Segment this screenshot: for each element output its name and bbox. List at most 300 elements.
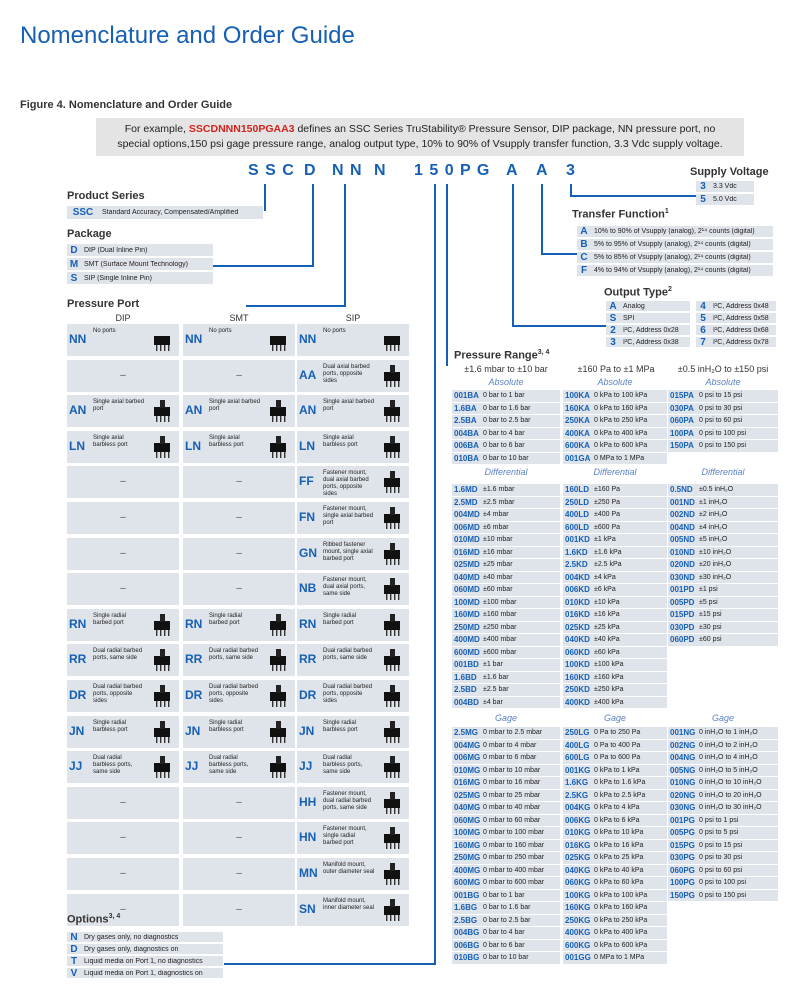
figure-label: Figure 4. Nomenclature and Order Guide <box>20 99 233 111</box>
output-code: 4 <box>700 300 706 312</box>
range-code: 010MD <box>454 535 480 545</box>
port-cell <box>67 502 179 534</box>
range-label-gage: Gage <box>494 713 518 723</box>
example-box <box>96 118 744 156</box>
range-value: ±1 inH₂O <box>699 498 728 506</box>
port-desc: Dual radial barbed ports, same side <box>209 648 259 662</box>
range-row <box>452 559 560 571</box>
range-row <box>668 534 778 546</box>
range-value: 0 mbar to 4 mbar <box>483 741 537 749</box>
port-code: RR <box>69 652 87 667</box>
range-col-header-3: ±0.5 inH₂O to ±150 psi <box>677 364 769 374</box>
range-code: 010NG <box>670 778 696 788</box>
range-row <box>668 790 778 802</box>
range-code: 600LG <box>565 753 590 763</box>
range-value: ±16 mbar <box>483 548 513 556</box>
range-row <box>452 752 560 764</box>
range-code: 006MD <box>454 522 480 532</box>
range-row <box>563 827 667 839</box>
range-value: 0 mbar to 100 mbar <box>483 829 545 837</box>
range-code: 100MG <box>454 828 481 838</box>
pressure-range-heading: Pressure Range$^{3, 4}$ <box>454 349 550 362</box>
range-value: ±10 mbar <box>483 536 513 544</box>
range-value: ±16 kPa <box>594 611 620 619</box>
sensor-icon <box>149 327 175 353</box>
range-row <box>452 403 560 415</box>
range-code: 001NG <box>670 728 696 738</box>
port-code: RN <box>185 616 203 631</box>
port-desc: Single radial barbed port <box>209 612 243 626</box>
range-value: ±250 kPa <box>594 686 624 694</box>
sensor-icon <box>149 434 175 460</box>
range-code: 006MG <box>454 753 481 763</box>
range-row <box>563 915 667 927</box>
order-code-range: 1 5 0 P G <box>414 162 491 179</box>
range-code: 001GG <box>565 953 591 963</box>
port-code: NN <box>299 332 317 346</box>
port-cell <box>183 538 295 570</box>
sensor-icon <box>265 398 291 424</box>
package-row <box>67 244 213 257</box>
range-value: 0 kPa to 400 kPa <box>594 429 648 437</box>
range-code: 004BD <box>454 697 479 707</box>
transfer-code: A <box>580 226 588 237</box>
port-desc: Single radial barbless port <box>93 719 128 733</box>
range-code: 160LD <box>565 485 590 495</box>
range-code: 100PG <box>670 878 695 888</box>
output-code: 2 <box>610 324 616 336</box>
range-code: 1.6BD <box>454 672 477 682</box>
range-value: ±5 psi <box>699 598 718 606</box>
range-value: 0 inH₂O to 1 inH₂O <box>699 729 758 737</box>
range-row <box>668 522 778 534</box>
range-row <box>668 390 778 402</box>
range-value: 0 bar to 1.6 bar <box>483 404 531 412</box>
range-code: 100PA <box>670 428 694 438</box>
range-code: 030ND <box>670 572 695 582</box>
not-available-dash: – <box>120 369 126 381</box>
range-value: ±160 Pa <box>594 486 621 494</box>
sensor-icon <box>265 754 291 780</box>
option-row <box>67 956 223 967</box>
range-row <box>452 390 560 402</box>
port-desc: Dual radial barbed ports, same side <box>93 648 143 662</box>
output-desc: I²C, Address 0x38 <box>623 338 679 346</box>
range-value: 0 psi to 30 psi <box>699 854 743 862</box>
range-row <box>452 815 560 827</box>
range-label-absolute: Absolute <box>597 377 633 387</box>
range-value: 0 psi to 150 psi <box>699 891 747 899</box>
range-row <box>668 622 778 634</box>
port-cell <box>183 431 295 463</box>
range-code: 400MD <box>454 635 480 645</box>
range-value: ±1.6 kPa <box>594 548 622 556</box>
range-value: 0 inH₂O to 30 inH₂O <box>699 804 762 812</box>
port-col-smt: SMT <box>229 313 249 323</box>
sensor-icon <box>149 754 175 780</box>
port-desc: Fastener mount, dual axial barbed ports, opposite sides <box>323 470 369 498</box>
sensor-icon <box>149 647 175 673</box>
range-value: ±60 psi <box>699 636 722 644</box>
range-value: 0 bar to 6 bar <box>483 941 525 949</box>
range-value: ±600 mbar <box>483 648 517 656</box>
range-value: 0 kPa to 400 kPa <box>594 929 648 937</box>
product-series-code: SSC <box>72 207 94 218</box>
range-code: 004NG <box>670 753 696 763</box>
connector-package <box>312 184 314 266</box>
order-code-output: A <box>506 162 519 179</box>
connector-transfer <box>541 184 543 254</box>
port-desc: Fastener mount, dual radial barbed ports, same side <box>323 790 372 811</box>
range-value: ±2.5 mbar <box>483 498 515 506</box>
range-value: ±250 Pa <box>594 498 621 506</box>
range-row <box>563 597 667 609</box>
range-code: 005PD <box>670 597 695 607</box>
range-value: 0 psi to 1 psi <box>699 816 739 824</box>
range-value: 0 psi to 30 psi <box>699 404 743 412</box>
range-row <box>452 740 560 752</box>
range-row <box>452 840 560 852</box>
range-code: 010KG <box>565 828 591 838</box>
range-code: 002NG <box>670 740 696 750</box>
range-row <box>563 802 667 814</box>
range-row <box>452 622 560 634</box>
sensor-icon <box>379 647 405 673</box>
range-value: 0 Pa to 600 Pa <box>594 754 641 762</box>
range-value: ±40 kPa <box>594 636 620 644</box>
range-row <box>452 802 560 814</box>
range-value: 0 mbar to 16 mbar <box>483 779 541 787</box>
range-value: ±1 kPa <box>594 536 616 544</box>
range-value: 0 kPa to 100 kPa <box>594 891 648 899</box>
range-row <box>452 827 560 839</box>
port-cell <box>183 644 295 676</box>
range-value: 0 bar to 4 bar <box>483 429 525 437</box>
sensor-icon <box>379 790 405 816</box>
range-col-header-1: ±1.6 mbar to ±10 bar <box>464 364 548 374</box>
range-value: 0 mbar to 60 mbar <box>483 816 541 824</box>
port-code: JN <box>69 723 85 738</box>
range-row <box>563 684 667 696</box>
range-code: 150PA <box>670 441 694 451</box>
range-label-gage: Gage <box>603 713 627 723</box>
port-desc: No ports <box>93 328 116 334</box>
transfer-desc: 10% to 90% of Vsupply (analog), 2¹⁴ counts (digital) <box>594 228 755 235</box>
range-code: 010KD <box>565 597 590 607</box>
connector-package-h <box>212 265 314 267</box>
range-row <box>452 609 560 621</box>
range-value: 0 inH₂O to 10 inH₂O <box>699 779 762 787</box>
range-value: ±400 Pa <box>594 511 621 519</box>
port-desc: Manifold mount, outer diameter seal <box>323 862 375 875</box>
range-value: ±1 bar <box>483 661 503 669</box>
transfer-row <box>577 252 773 264</box>
sensor-icon <box>149 612 175 638</box>
range-value: ±4 bar <box>483 698 503 706</box>
range-row <box>668 609 778 621</box>
range-value: ±25 kPa <box>594 623 620 631</box>
range-row <box>563 497 667 509</box>
range-value: ±30 inH₂O <box>699 573 732 581</box>
transfer-desc: 5% to 85% of Vsupply (analog), 2¹⁴ counts (digital) <box>594 254 751 261</box>
range-code: 250LD <box>565 497 590 507</box>
product-series-row <box>67 206 263 220</box>
port-desc: Dual axial barbed ports, opposite sides <box>323 363 370 384</box>
range-code: 600LD <box>565 522 590 532</box>
port-desc: No ports <box>323 328 346 334</box>
range-code: 001KD <box>565 535 590 545</box>
range-code: 015PA <box>670 391 694 401</box>
port-cell <box>297 466 409 498</box>
port-code: AN <box>299 403 317 418</box>
supply-desc: 5.0 Vdc <box>713 196 737 203</box>
supply-row <box>696 181 754 193</box>
output-row <box>696 313 776 324</box>
range-row <box>668 509 778 521</box>
port-cell <box>67 395 179 427</box>
port-desc: Fastener mount, single radial barbed port <box>323 826 367 847</box>
example-text-2: special options,150 psi gage pressure range, analog output type, 10% to 90% of Vsupply transfer function, 3.3 Vdc supply voltage. <box>117 138 723 150</box>
port-desc: Single radial barbless port <box>323 719 358 733</box>
sensor-icon <box>265 434 291 460</box>
range-code: 100KG <box>565 890 591 900</box>
option-code: D <box>70 943 78 955</box>
port-cell <box>183 502 295 534</box>
port-desc: Single axial barbed port <box>323 399 375 413</box>
output-type-heading: Output Type$^2$ <box>604 286 672 299</box>
package-code: S <box>70 272 78 284</box>
range-value: 0 bar to 6 bar <box>483 442 525 450</box>
range-row <box>563 672 667 684</box>
range-row <box>563 697 667 709</box>
range-value: ±60 mbar <box>483 586 513 594</box>
range-value: ±25 mbar <box>483 561 513 569</box>
output-desc: I²C, Address 0x58 <box>713 314 769 322</box>
port-cell <box>67 644 179 676</box>
range-code: 005NG <box>670 765 696 775</box>
port-cell <box>297 644 409 676</box>
option-code: T <box>70 955 78 967</box>
not-available-dash: – <box>236 796 242 808</box>
port-col-dip: DIP <box>115 313 131 323</box>
sensor-icon <box>265 683 291 709</box>
not-available-dash: – <box>236 903 242 915</box>
port-code: NN <box>69 332 87 346</box>
sensor-icon <box>149 683 175 709</box>
order-code-options: N <box>374 162 387 179</box>
port-desc: Dual radial barbless ports, same side <box>93 755 133 776</box>
port-code: DR <box>185 688 203 702</box>
port-cell <box>67 858 179 890</box>
range-row <box>452 765 560 777</box>
port-cell <box>67 538 179 570</box>
port-cell <box>183 787 295 819</box>
range-row <box>668 428 778 440</box>
range-row <box>668 852 778 864</box>
sensor-icon <box>265 612 291 638</box>
range-row <box>452 509 560 521</box>
range-row <box>668 572 778 584</box>
port-cell <box>67 822 179 854</box>
package-desc: DIP (Dual Inline Pin) <box>84 246 148 254</box>
range-row <box>452 877 560 889</box>
range-row <box>563 840 667 852</box>
range-row <box>668 584 778 596</box>
sensor-icon <box>379 469 405 495</box>
range-value: ±5 inH₂O <box>699 536 728 544</box>
range-code: 400KA <box>565 428 590 438</box>
range-row <box>563 609 667 621</box>
range-row <box>668 484 778 496</box>
range-code: 250KD <box>565 685 590 695</box>
range-code: 004KD <box>565 572 590 582</box>
port-desc: Fastener mount, single axial barbed port <box>323 506 374 526</box>
range-code: 1.6BG <box>454 903 478 913</box>
range-code: 250MD <box>454 622 480 632</box>
pressure-port-heading: Pressure Port <box>67 298 140 310</box>
not-available-dash: – <box>120 903 126 915</box>
not-available-dash: – <box>236 832 242 844</box>
range-label-absolute: Absolute <box>488 377 524 387</box>
port-code: JN <box>299 723 315 738</box>
port-cell <box>183 324 295 356</box>
sensor-icon <box>379 363 405 389</box>
port-cell <box>67 573 179 605</box>
range-code: 006BA <box>454 441 479 451</box>
range-row <box>452 428 560 440</box>
port-cell <box>183 751 295 783</box>
port-code: JJ <box>299 759 313 774</box>
range-value: 0 Pa to 250 Pa <box>594 729 641 737</box>
range-value: ±160 kPa <box>594 673 624 681</box>
range-row <box>563 740 667 752</box>
output-row <box>696 325 776 336</box>
connector-series-tick <box>264 210 266 211</box>
port-desc: Single axial barbless port <box>323 434 358 448</box>
range-row <box>563 659 667 671</box>
range-row <box>452 890 560 902</box>
transfer-code: B <box>580 239 588 250</box>
range-code: 030PD <box>670 622 695 632</box>
range-code: 025KG <box>565 853 591 863</box>
range-row <box>563 547 667 559</box>
range-value: 0 kPa to 1 kPa <box>594 766 640 774</box>
range-code: 004MD <box>454 510 480 520</box>
option-desc: Liquid media on Port 1, diagnostics on <box>84 969 203 977</box>
range-value: 0 kPa to 10 kPa <box>594 829 644 837</box>
range-value: 0 mbar to 160 mbar <box>483 841 545 849</box>
range-label-differential: Differential <box>593 467 637 477</box>
range-code: 250KG <box>565 915 591 925</box>
range-row <box>668 840 778 852</box>
range-code: 0.5ND <box>670 485 693 495</box>
range-row <box>452 927 560 939</box>
range-row <box>563 927 667 939</box>
pressure-range-title: Pressure Range <box>454 349 538 362</box>
range-value: 0 kPa to 250 kPa <box>594 916 648 924</box>
port-cell <box>297 858 409 890</box>
range-value: 0 psi to 100 psi <box>699 429 747 437</box>
port-desc: Dual radial barbed ports, opposite sides <box>93 684 143 704</box>
range-row <box>563 890 667 902</box>
connector-port-h <box>246 305 346 307</box>
range-value: 0 psi to 150 psi <box>699 442 747 450</box>
range-code: 004ND <box>670 522 695 532</box>
range-value: ±2 inH₂O <box>699 511 728 519</box>
output-type-title: Output Type <box>604 286 668 299</box>
range-row <box>563 765 667 777</box>
output-code: 5 <box>700 312 706 324</box>
range-row <box>452 727 560 739</box>
option-code: V <box>70 967 78 979</box>
port-code: AA <box>299 367 317 382</box>
range-code: 600KG <box>565 940 591 950</box>
range-value: 0 psi to 15 psi <box>699 392 743 400</box>
range-code: 004BG <box>454 928 480 938</box>
range-row <box>563 522 667 534</box>
range-code: 600MG <box>454 878 481 888</box>
range-code: 020ND <box>670 560 695 570</box>
port-cell <box>297 360 409 392</box>
port-cell <box>183 395 295 427</box>
range-code: 004BA <box>454 428 479 438</box>
sensor-icon <box>265 327 291 353</box>
package-row <box>67 272 213 285</box>
transfer-function-heading: Transfer Function$^1$ <box>572 208 669 221</box>
port-cell <box>297 538 409 570</box>
range-code: 001BG <box>454 890 480 900</box>
range-value: ±4 mbar <box>483 511 509 519</box>
port-cell <box>67 787 179 819</box>
port-code: LN <box>299 438 315 453</box>
port-code: RR <box>185 652 203 667</box>
range-value: 0 kPa to 160 kPa <box>594 904 648 912</box>
port-code: MN <box>299 866 318 880</box>
range-value: ±1.6 bar <box>483 673 509 681</box>
supply-code: 3 <box>700 181 706 192</box>
sensor-icon <box>379 505 405 531</box>
range-code: 160MD <box>454 610 480 620</box>
range-code: 001BA <box>454 391 479 401</box>
range-code: 2.5KG <box>565 790 589 800</box>
port-code: NN <box>185 332 203 346</box>
range-label-differential: Differential <box>701 467 745 477</box>
output-row <box>606 325 690 336</box>
range-value: 0 mbar to 2.5 mbar <box>483 729 543 737</box>
range-value: ±400 kPa <box>594 698 624 706</box>
range-value: 0 mbar to 25 mbar <box>483 791 541 799</box>
range-row <box>452 584 560 596</box>
range-row <box>563 622 667 634</box>
range-value: 0 bar to 10 bar <box>483 454 529 462</box>
port-cell <box>183 822 295 854</box>
port-cell <box>67 609 179 641</box>
range-row <box>668 827 778 839</box>
port-cell <box>297 502 409 534</box>
range-code: 600MD <box>454 647 480 657</box>
range-row <box>452 697 560 709</box>
port-code: RR <box>299 652 317 667</box>
range-value: ±400 mbar <box>483 636 517 644</box>
range-code: 005ND <box>670 535 695 545</box>
range-code: 250LG <box>565 728 590 738</box>
example-prefix: For example, <box>124 123 186 135</box>
range-code: 2.5BA <box>454 416 477 426</box>
transfer-code: C <box>580 252 588 263</box>
range-code: 040KD <box>565 635 590 645</box>
range-code: 2.5BD <box>454 685 477 695</box>
range-code: 150PG <box>670 890 695 900</box>
